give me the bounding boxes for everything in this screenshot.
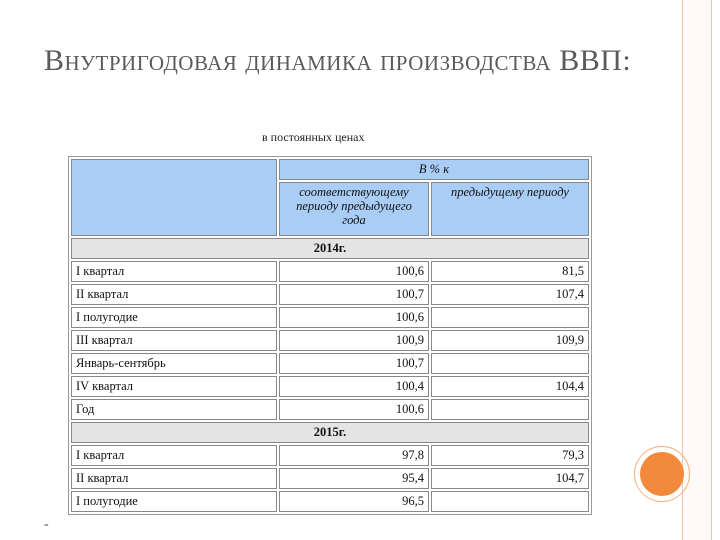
table-row — [71, 307, 589, 328]
group-row-2015 — [71, 422, 589, 443]
table-row — [71, 445, 589, 466]
qoq-value-cell: 79,3 — [431, 445, 589, 466]
group-row-2014 — [71, 238, 589, 259]
qoq-value-cell: 81,5 — [431, 261, 589, 282]
period-cell: III квартал — [71, 330, 277, 351]
qoq-value-cell: 104,4 — [431, 376, 589, 397]
table-row — [71, 491, 589, 512]
yoy-value-cell: 100,7 — [279, 284, 429, 305]
footnote-dash: - — [44, 517, 49, 532]
yoy-value-cell: 97,8 — [279, 445, 429, 466]
period-cell: Год — [71, 399, 277, 420]
period-cell: II квартал — [71, 468, 277, 489]
slide-title: Внутригодовая динамика производства ВВП: — [44, 44, 632, 77]
table-row — [71, 284, 589, 305]
period-cell: I полугодие — [71, 491, 277, 512]
yoy-value-cell: 95,4 — [279, 468, 429, 489]
qoq-value-cell: 104,7 — [431, 468, 589, 489]
table-row — [71, 261, 589, 282]
yoy-value-cell: 100,9 — [279, 330, 429, 351]
qoq-value-cell — [431, 353, 589, 374]
qoq-value-cell — [431, 307, 589, 328]
table-row — [71, 376, 589, 397]
table-row — [71, 330, 589, 351]
qoq-value-cell — [431, 399, 589, 420]
header-col-qoq: предыдущему периоду — [431, 182, 589, 236]
period-cell: II квартал — [71, 284, 277, 305]
table-caption: в постоянных ценах — [262, 130, 365, 144]
qoq-value-cell: 109,9 — [431, 330, 589, 351]
period-cell: Январь-сентябрь — [71, 353, 277, 374]
slide-frame-border — [682, 0, 712, 540]
header-col-yoy: соответствующему периоду предыдущего года — [279, 182, 429, 236]
yoy-value-cell: 100,6 — [279, 261, 429, 282]
table-row — [71, 468, 589, 489]
table-row — [71, 399, 589, 420]
yoy-value-cell: 96,5 — [279, 491, 429, 512]
group-label-2015: 2015г. — [71, 422, 589, 443]
table-header-row — [71, 159, 589, 180]
table-row — [71, 353, 589, 374]
header-main: В % к — [279, 159, 589, 180]
period-cell: IV квартал — [71, 376, 277, 397]
group-label-2014: 2014г. — [71, 238, 589, 259]
period-cell: I полугодие — [71, 307, 277, 328]
period-cell: I квартал — [71, 445, 277, 466]
yoy-value-cell: 100,6 — [279, 399, 429, 420]
period-cell: I квартал — [71, 261, 277, 282]
header-period-cell — [71, 159, 277, 236]
yoy-value-cell: 100,7 — [279, 353, 429, 374]
qoq-value-cell: 107,4 — [431, 284, 589, 305]
yoy-value-cell: 100,4 — [279, 376, 429, 397]
decorative-circle — [640, 452, 684, 496]
yoy-value-cell: 100,6 — [279, 307, 429, 328]
qoq-value-cell — [431, 491, 589, 512]
gdp-table — [68, 156, 592, 515]
